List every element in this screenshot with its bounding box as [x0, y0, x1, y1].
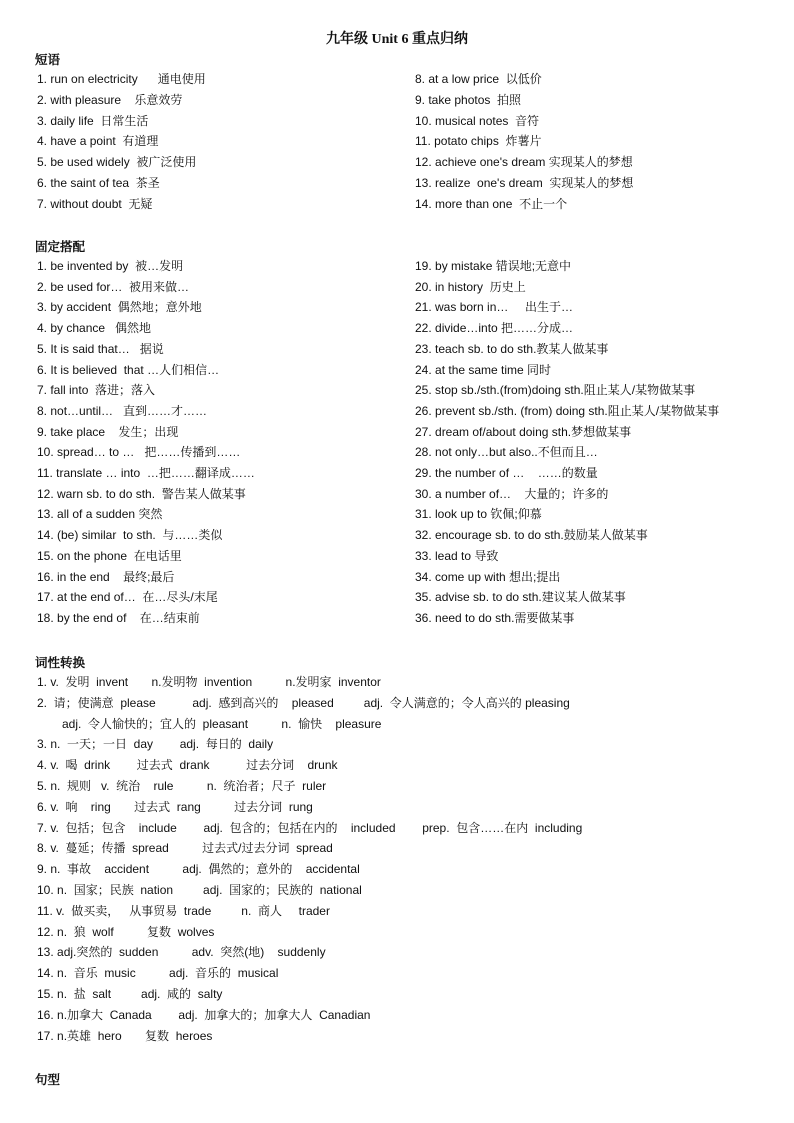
list-item: 30. a number of… 大量的；许多的	[415, 486, 609, 501]
list-item: 14. (be) similar to sth. 与……类似	[37, 528, 223, 543]
list-item: 29. the number of … ……的数量	[415, 466, 598, 480]
section-heading-collocations: 固定搭配	[35, 240, 86, 254]
list-item: 1. run on electricity 通电使用	[37, 72, 206, 86]
list-item: 10. musical notes 音符	[415, 113, 540, 128]
list-item: 9. take place 发生；出现	[37, 424, 179, 439]
list-item: 15. on the phone 在电话里	[37, 548, 182, 563]
section-heading-word-forms: 词性转换	[35, 656, 86, 670]
list-item: 7. fall into 落进；落入	[37, 383, 156, 398]
list-item: 5. n. 规则 v. 统治 rule n. 统治者；尺子 ruler	[37, 779, 327, 793]
list-item: 13. realize one's dream 实现某人的梦想	[415, 176, 634, 190]
list-item: 13. adj.突然的 sudden adv. 突然(地) suddenly	[37, 945, 326, 960]
list-item: 15. n. 盐 salt adj. 咸的 salty	[37, 987, 223, 1001]
list-item: 33. lead to 导致	[415, 548, 499, 563]
list-item: 19. by mistake 错误地;无意中	[415, 259, 572, 273]
list-item: 12. achieve one's dream 实现某人的梦想	[415, 155, 633, 170]
list-item: 6. the saint of tea 茶圣	[37, 176, 160, 190]
list-item: 34. come up with 想出;提出	[415, 569, 561, 584]
list-item: 1. be invented by 被…发明	[37, 259, 184, 273]
list-item: 6. It is believed that …人们相信…	[37, 362, 220, 377]
list-item: 20. in history 历史上	[415, 279, 526, 294]
list-item: 24. at the same time 同时	[415, 362, 552, 377]
list-item: 7. v. 包括；包含 include adj. 包含的；包括在内的 included prep. 包含……在内 including	[37, 820, 583, 835]
list-item: 32. encourage sb. to do sth.鼓励某人做某事	[415, 528, 648, 543]
list-item: 8. at a low price 以低价	[415, 72, 542, 86]
list-item: 21. was born in… 出生于…	[415, 300, 574, 315]
list-item: 14. more than one 不止一个	[415, 196, 568, 211]
list-item: 17. n.英雄 hero 复数 heroes	[37, 1028, 213, 1043]
list-item: 11. potato chips 炸薯片	[415, 134, 542, 149]
list-item: 4. by chance 偶然地	[37, 321, 152, 336]
list-item: 3. by accident 偶然地；意外地	[37, 300, 202, 315]
list-item: 5. be used widely 被广泛使用	[37, 155, 197, 170]
list-item: 18. by the end of 在…结束前	[37, 610, 200, 625]
list-item: 28. not only…but also..不但而且…	[415, 445, 598, 460]
list-item: 23. teach sb. to do sth.教某人做某事	[415, 341, 609, 356]
page-title: 九年级 Unit 6 重点归纳	[326, 32, 468, 47]
list-item: 4. have a point 有道理	[37, 134, 159, 149]
list-item: 22. divide…into 把……分成…	[415, 321, 574, 336]
list-item: 4. v. 喝 drink 过去式 drank 过去分词 drunk	[37, 758, 338, 773]
list-item: 2. with pleasure 乐意效劳	[37, 92, 183, 107]
list-item: 2. 请；使满意 please adj. 感到高兴的 pleased adj. 令人满意的；令人高兴的 pleasing	[37, 695, 570, 710]
list-item: 5. It is said that… 据说	[37, 341, 164, 356]
list-item: adj. 令人愉快的；宜人的 pleasant n. 愉快 pleasure	[62, 716, 382, 731]
list-item: 35. advise sb. to do sth.建议某人做某事	[415, 590, 626, 605]
list-item: 10. n. 国家；民族 nation adj. 国家的；民族的 national	[37, 883, 362, 897]
list-item: 26. prevent sb./sth. (from) doing sth.阻止某人/某物做某事	[415, 403, 720, 418]
list-item: 9. take photos 拍照	[415, 92, 522, 107]
list-item: 11. v. 做买卖， 从事贸易 trade n. 商人 trader	[37, 903, 330, 918]
list-item: 3. daily life 日常生活	[37, 113, 149, 128]
list-item: 36. need to do sth.需要做某事	[415, 610, 575, 625]
section-heading-phrases: 短语	[35, 53, 61, 67]
list-item: 31. look up to 钦佩;仰慕	[415, 507, 542, 522]
list-item: 8. v. 蔓延；传播 spread 过去式/过去分词 spread	[37, 841, 333, 856]
list-item: 16. in the end 最终;最后	[37, 569, 175, 584]
list-item: 11. translate … into …把……翻译成……	[37, 466, 255, 480]
list-item: 14. n. 音乐 music adj. 音乐的 musical	[37, 966, 279, 981]
list-item: 13. all of a sudden 突然	[37, 507, 163, 522]
list-item: 12. n. 狼 wolf 复数 wolves	[37, 924, 215, 939]
list-item: 25. stop sb./sth.(from)doing sth.阻止某人/某物做某事	[415, 383, 696, 398]
list-item: 7. without doubt 无疑	[37, 196, 153, 211]
section-heading-sentence-patterns: 句型	[35, 1073, 61, 1087]
list-item: 16. n.加拿大 Canada adj. 加拿大的；加拿大人 Canadian	[37, 1007, 371, 1022]
list-item: 9. n. 事故 accident adj. 偶然的；意外的 accidental	[37, 862, 360, 877]
list-item: 12. warn sb. to do sth. 警告某人做某事	[37, 486, 246, 501]
list-item: 10. spread… to … 把……传播到……	[37, 445, 241, 460]
list-item: 17. at the end of… 在…尽头/末尾	[37, 590, 218, 605]
list-item: 3. n. 一天；一日 day adj. 每日的 daily	[37, 737, 274, 752]
list-item: 8. not…until… 直到……才……	[37, 403, 208, 418]
list-item: 2. be used for… 被用来做…	[37, 279, 190, 294]
list-item: 27. dream of/about doing sth.梦想做某事	[415, 424, 632, 439]
list-item: 1. v. 发明 invent n.发明物 invention n.发明家 inventor	[37, 675, 381, 689]
list-item: 6. v. 响 ring 过去式 rang 过去分词 rung	[37, 799, 313, 814]
